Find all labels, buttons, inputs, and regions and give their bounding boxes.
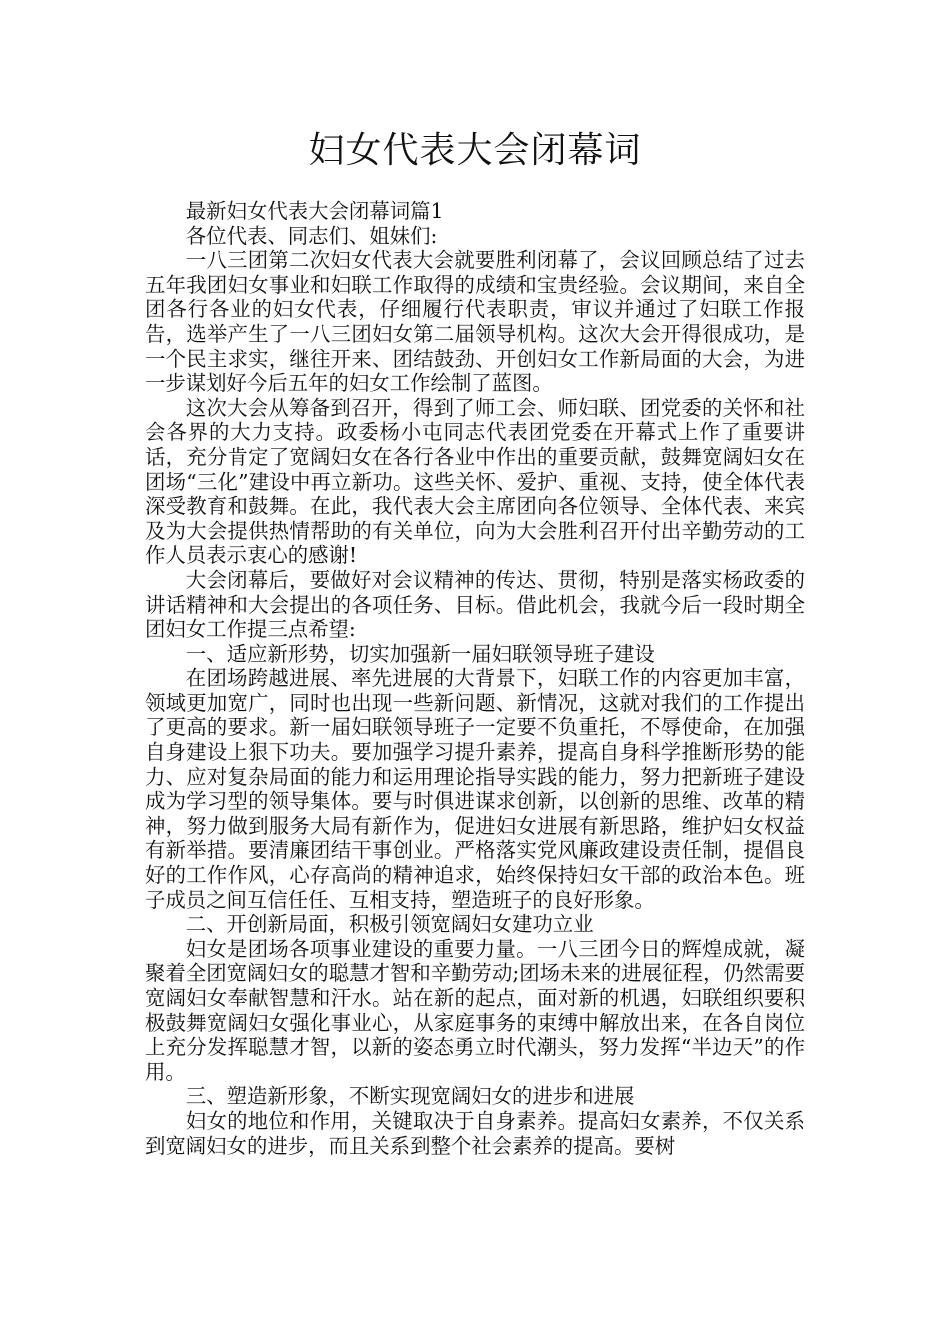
document-body [145, 199, 805, 1158]
point-heading: 三、塑造新形象，不断实现宽阔妇女的进步和进展 [185, 1084, 635, 1109]
salutation: 各位代表、同志们、姐妹们: [185, 223, 438, 248]
section-heading: 最新妇女代表大会闭幕词篇1 [185, 199, 444, 223]
paragraph: 妇女的地位和作用，关键取决于自身素养。提高妇女素养，不仅关系到宽阔妇女的进步，而且关系到整个社会素养的提高。要树 [145, 1108, 805, 1158]
point-heading: 一、适应新形势，切实加强新一届妇联领导班子建设 [185, 641, 655, 666]
point-heading: 二、开创新局面，积极引领宽阔妇女建功立业 [185, 912, 594, 937]
paragraph: 一八三团第二次妇女代表大会就要胜利闭幕了，会议回顾总结了过去五年我团妇女事业和妇联工作取得的成绩和宝贵经验。会议期间，来自全团各行各业的妇女代表，仔细履行代表职责，审议并通过了妇联工作报告，选举产生了一八三团妇女第二届领导机构。这次大会开得很成功，是一个民主求实，继往开来、团结鼓劲、开创妇女工作新局面的大会，为进一步谋划好今后五年的妇女工作绘制了蓝图。 [145, 248, 805, 396]
paragraph: 妇女是团场各项事业建设的重要力量。一八三团今日的辉煌成就，凝聚着全团宽阔妇女的聪慧才智和辛勤劳动;团场未来的进展征程，仍然需要宽阔妇女奉献智慧和汗水。站在新的起点，面对新的机遇，妇联组织要积极鼓舞宽阔妇女强化事业心，从家庭事务的束缚中解放出来，在各自岗位上充分发挥聪慧才智，以新的姿态勇立时代潮头，努力发挥“半边天”的作用。 [145, 936, 805, 1084]
paragraph: 大会闭幕后，要做好对会议精神的传达、贯彻，特别是落实杨政委的讲话精神和大会提出的各项任务、目标。借此机会，我就今后一段时期全团妇女工作提三点希望: [145, 567, 805, 642]
page-title: 妇女代表大会闭幕词 [308, 130, 642, 171]
paragraph: 在团场跨越进展、率先进展的大背景下，妇联工作的内容更加丰富，领域更加宽广，同时也出现一些新问题、新情况，这就对我们的工作提出了更高的要求。新一届妇联领导班子一定要不负重托，不辱使命，在加强自身建设上狠下功夫。要加强学习提升素养，提高自身科学推断形势的能力、应对复杂局面的能力和运用理论指导实践的能力，努力把新班子建设成为学习型的领导集体。要与时俱进谋求创新，以创新的思维、改革的精神，努力做到服务大局有新作为，促进妇女进展有新思路，维护妇女权益有新举措。要清廉团结干事创业。严格落实党风廉政建设责任制，提倡良好的工作作风，心存高尚的精神追求，始终保持妇女干部的政治本色。班子成员之间互信任任、互相支持，塑造班子的良好形象。 [145, 666, 805, 912]
paragraph: 这次大会从筹备到召开，得到了师工会、师妇联、团党委的关怀和社会各界的大力支持。政委杨小屯同志代表团党委在开幕式上作了重要讲话，充分肯定了宽阔妇女在各行各业中作出的重要贡献，鼓舞宽阔妇女在团场“三化”建设中再立新功。这些关怀、爱护、重视、支持，使全体代表深受教育和鼓舞。在此，我代表大会主席团向各位领导、全体代表、来宾及为大会提供热情帮助的有关单位，向为大会胜利召开付出辛勤劳动的工作人员表示衷心的感谢! [145, 395, 805, 568]
